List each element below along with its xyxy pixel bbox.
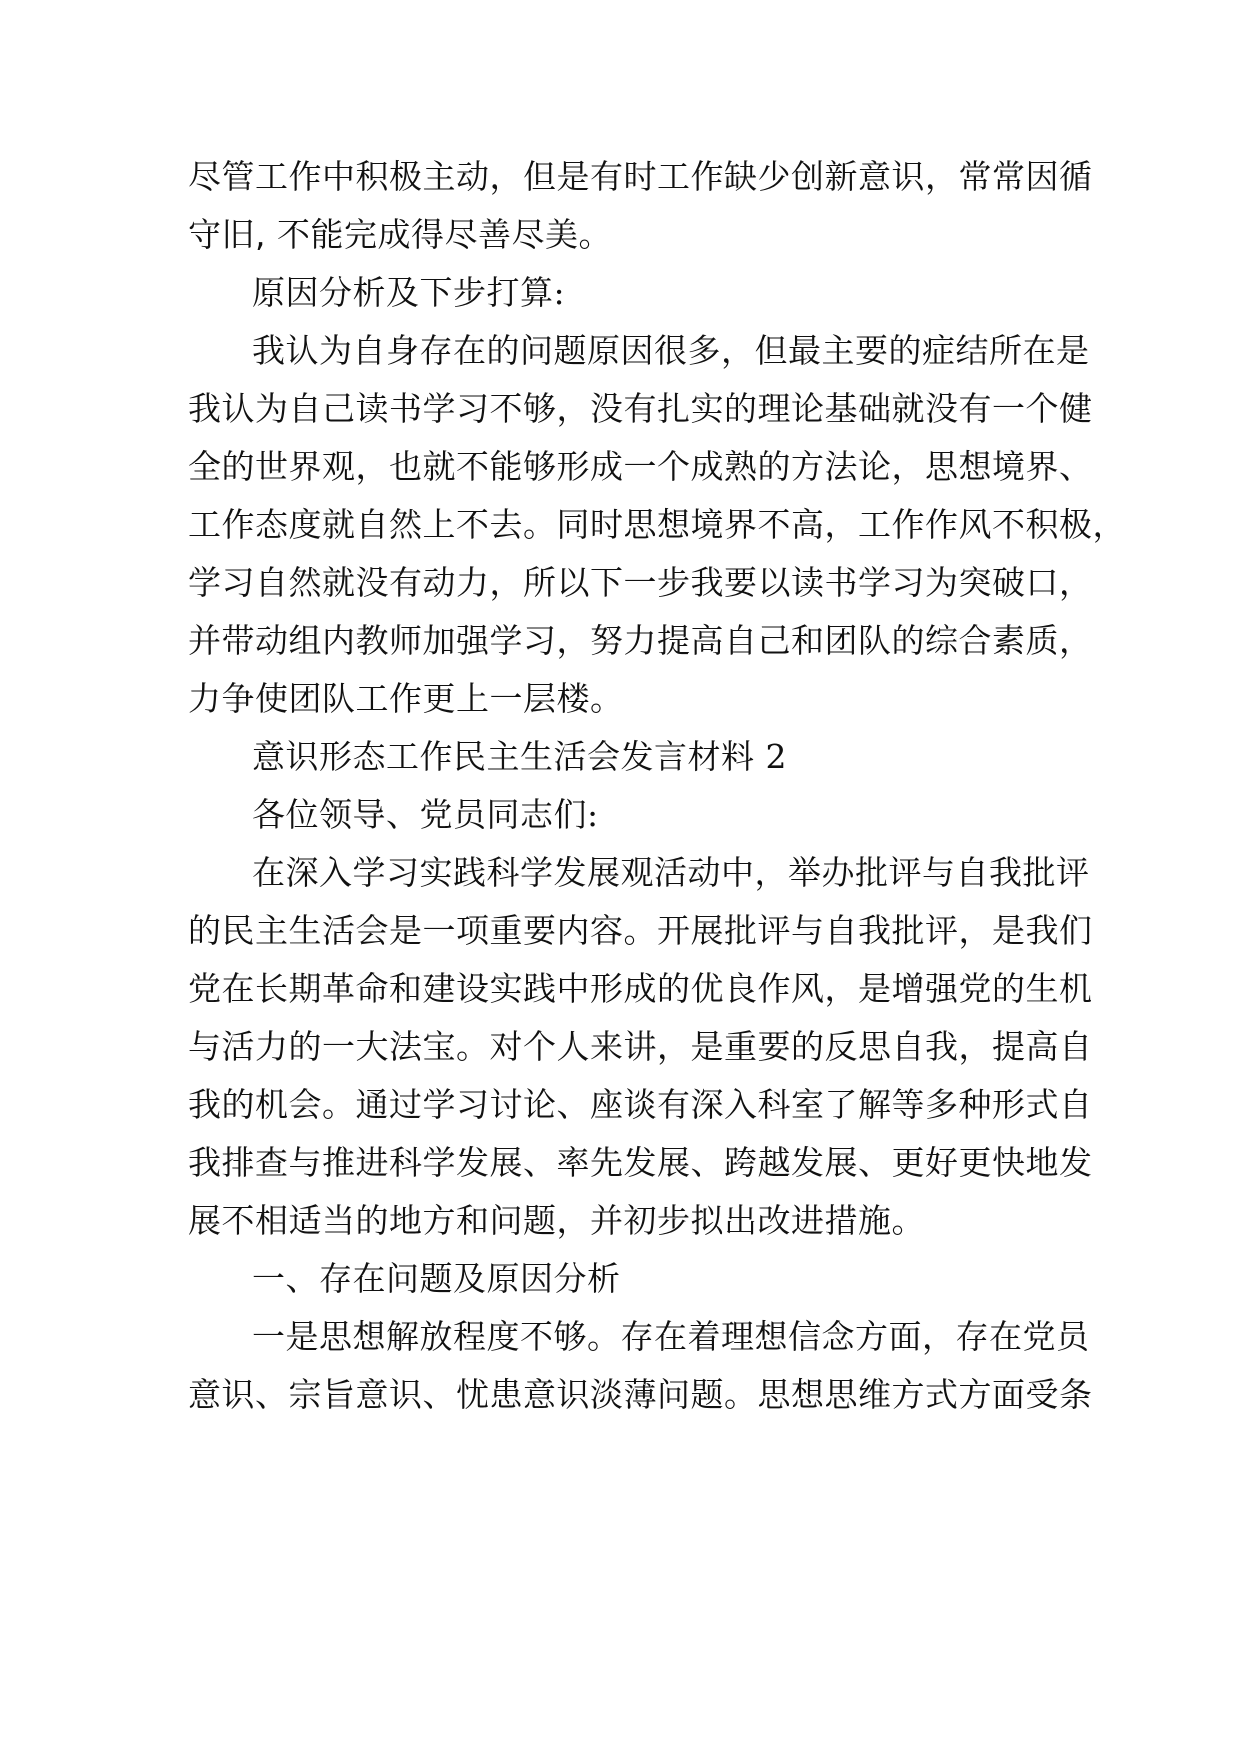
text-line: 尽管工作中积极主动，但是有时工作缺少创新意识，常常因循 [188, 157, 1093, 196]
text-line: 并带动组内教师加强学习，努力提高自己和团队的综合素质， [188, 621, 1093, 660]
salutation: 各位领导、党员同志们: [252, 795, 599, 834]
text-line: 我的机会。通过学习讨论、座谈有深入科室了解等多种形式自 [188, 1085, 1093, 1124]
section-heading: 意识形态工作民主生活会发言材料 2 [252, 737, 787, 776]
text-line: 我排查与推进科学发展、率先发展、跨越发展、更好更快地发 [188, 1143, 1093, 1182]
text-line: 我认为自己读书学习不够，没有扎实的理论基础就没有一个健 [188, 389, 1093, 428]
subsection-heading: 一、存在问题及原因分析 [252, 1259, 621, 1298]
text-line: 意识、宗旨意识、忧患意识淡薄问题。思想思维方式方面受条 [188, 1375, 1093, 1414]
text-line: 力争使团队工作更上一层楼。 [188, 679, 624, 718]
text-line: 展不相适当的地方和问题，并初步拟出改进措施。 [188, 1201, 925, 1240]
text-line: 原因分析及下步打算: [252, 273, 566, 312]
text-line: 学习自然就没有动力，所以下一步我要以读书学习为突破口， [188, 563, 1093, 602]
text-line: 守旧, 不能完成得尽善尽美。 [188, 215, 612, 254]
text-line: 一是思想解放程度不够。存在着理想信念方面，存在党员 [252, 1317, 1090, 1356]
text-line: 党在长期革命和建设实践中形成的优良作风，是增强党的生机 [188, 969, 1093, 1008]
text-line: 工作态度就自然上不去。同时思想境界不高，工作作风不积极， [188, 505, 1126, 544]
text-line: 的民主生活会是一项重要内容。开展批评与自我批评，是我们 [188, 911, 1093, 950]
text-line: 全的世界观，也就不能够形成一个成熟的方法论，思想境界、 [188, 447, 1093, 486]
text-line: 我认为自身存在的问题原因很多，但最主要的症结所在是 [252, 331, 1090, 370]
text-line: 在深入学习实践科学发展观活动中，举办批评与自我批评 [252, 853, 1090, 892]
text-line: 与活力的一大法宝。对个人来讲，是重要的反思自我，提高自 [188, 1027, 1093, 1066]
